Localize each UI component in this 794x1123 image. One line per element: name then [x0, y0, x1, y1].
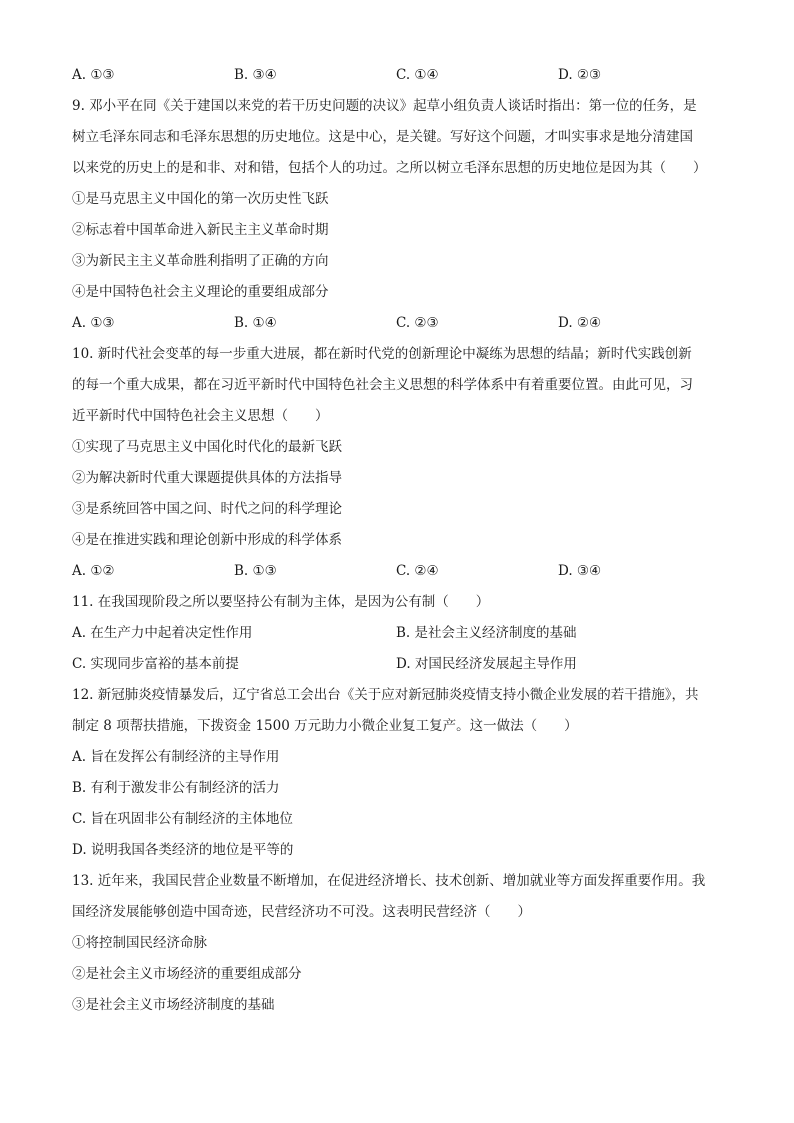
q11-options-row-1: [72, 620, 732, 651]
question-9: [72, 93, 732, 341]
q10-options: [72, 558, 732, 589]
q8-options: [72, 62, 732, 93]
q8-option-b[interactable]: B. ③④: [234, 67, 277, 83]
q9-option-d[interactable]: D. ②④: [558, 315, 602, 331]
q8-option-d[interactable]: D. ②③: [558, 67, 602, 83]
q10-item-1: ①实现了马克思主义中国化时代化的最新飞跃: [72, 439, 342, 455]
q13-stem-line-2: 国经济发展能够创造中国奇迹，民营经济功不可没。这表明民营经济（ ）: [72, 904, 531, 920]
q9-item-1: ①是马克思主义中国化的第一次历史性飞跃: [72, 191, 329, 207]
q8-option-a[interactable]: A. ①③: [72, 67, 115, 83]
q11-stem-line-1: 11. 在我国现阶段之所以要坚持公有制为主体，是因为公有制（ ）: [72, 594, 490, 610]
q9-item-2: ②标志着中国革命进入新民主主义革命时期: [72, 222, 329, 238]
q12-option-d[interactable]: D. 说明我国各类经济的地位是平等的: [72, 842, 294, 858]
q11-option-a[interactable]: A. 在生产力中起着决定性作用: [72, 625, 253, 641]
q8-option-c[interactable]: C. ①④: [396, 67, 439, 83]
q9-stem-line-1: 9. 邓小平在同《关于建国以来党的若干历史问题的决议》起草小组负责人谈话时指出：第一位的任务，是: [72, 98, 697, 114]
exam-page: [72, 62, 732, 1023]
q13-stem-line-1: 13. 近年来，我国民营企业数量不断增加，在促进经济增长、技术创新、增加就业等方面发挥重要作用。我: [72, 873, 706, 889]
q10-option-d[interactable]: D. ③④: [558, 563, 602, 579]
question-12: [72, 682, 732, 868]
question-13: [72, 868, 732, 1023]
q9-item-3: ③为新民主主义革命胜利指明了正确的方向: [72, 253, 329, 269]
q10-item-4: ④是在推进实践和理论创新中形成的科学体系: [72, 532, 342, 548]
q9-option-a[interactable]: A. ①③: [72, 315, 115, 331]
q11-option-c[interactable]: C. 实现同步富裕的基本前提: [72, 656, 239, 672]
q10-item-3: ③是系统回答中国之问、时代之问的科学理论: [72, 501, 342, 517]
q10-item-2: ②为解决新时代重大课题提供具体的方法指导: [72, 470, 342, 486]
q12-option-a[interactable]: A. 旨在发挥公有制经济的主导作用: [72, 749, 280, 765]
question-11: [72, 589, 732, 682]
q10-stem-line-3: 近平新时代中国特色社会主义思想（ ）: [72, 408, 329, 424]
q9-stem-line-3: 以来党的历史上的是和非、对和错，包括个人的功过。之所以树立毛泽东思想的历史地位是因为其（ ）: [72, 160, 707, 176]
q9-stem-line-2: 树立毛泽东同志和毛泽东思想的历史地位。这是中心，是关键。写好这个问题，才叫实事求是地分清建国: [72, 129, 693, 145]
q9-options: [72, 310, 732, 341]
q10-option-c[interactable]: C. ②④: [396, 563, 439, 579]
q9-option-b[interactable]: B. ①④: [234, 315, 277, 331]
question-10: [72, 341, 732, 589]
q13-item-1: ①将控制国民经济命脉: [72, 935, 207, 951]
q9-option-c[interactable]: C. ②③: [396, 315, 439, 331]
q13-item-3: ③是社会主义市场经济制度的基础: [72, 997, 275, 1013]
q13-item-2: ②是社会主义市场经济的重要组成部分: [72, 966, 302, 982]
q11-options-row-2: [72, 651, 732, 682]
q11-option-d[interactable]: D. 对国民经济发展起主导作用: [396, 656, 577, 672]
q12-stem-line-1: 12. 新冠肺炎疫情暴发后，辽宁省总工会出台《关于应对新冠肺炎疫情支持小微企业发展的若干措施》，共: [72, 687, 699, 703]
q10-option-b[interactable]: B. ①③: [234, 563, 277, 579]
q10-stem-line-1: 10. 新时代社会变革的每一步重大进展，都在新时代党的创新理论中凝练为思想的结晶；新时代实践创新: [72, 346, 692, 362]
q9-item-4: ④是中国特色社会主义理论的重要组成部分: [72, 284, 329, 300]
q11-option-b[interactable]: B. 是社会主义经济制度的基础: [396, 625, 577, 641]
q12-option-c[interactable]: C. 旨在巩固非公有制经济的主体地位: [72, 811, 293, 827]
q12-stem-line-2: 制定 8 项帮扶措施，下拨资金 1500 万元助力小微企业复工复产。这一做法（ ）: [72, 718, 578, 734]
q10-option-a[interactable]: A. ①②: [72, 563, 115, 579]
q10-stem-line-2: 的每一个重大成果，都在习近平新时代中国特色社会主义思想的科学体系中有着重要位置。由此可见，习: [72, 377, 693, 393]
q12-option-b[interactable]: B. 有利于激发非公有制经济的活力: [72, 780, 280, 796]
